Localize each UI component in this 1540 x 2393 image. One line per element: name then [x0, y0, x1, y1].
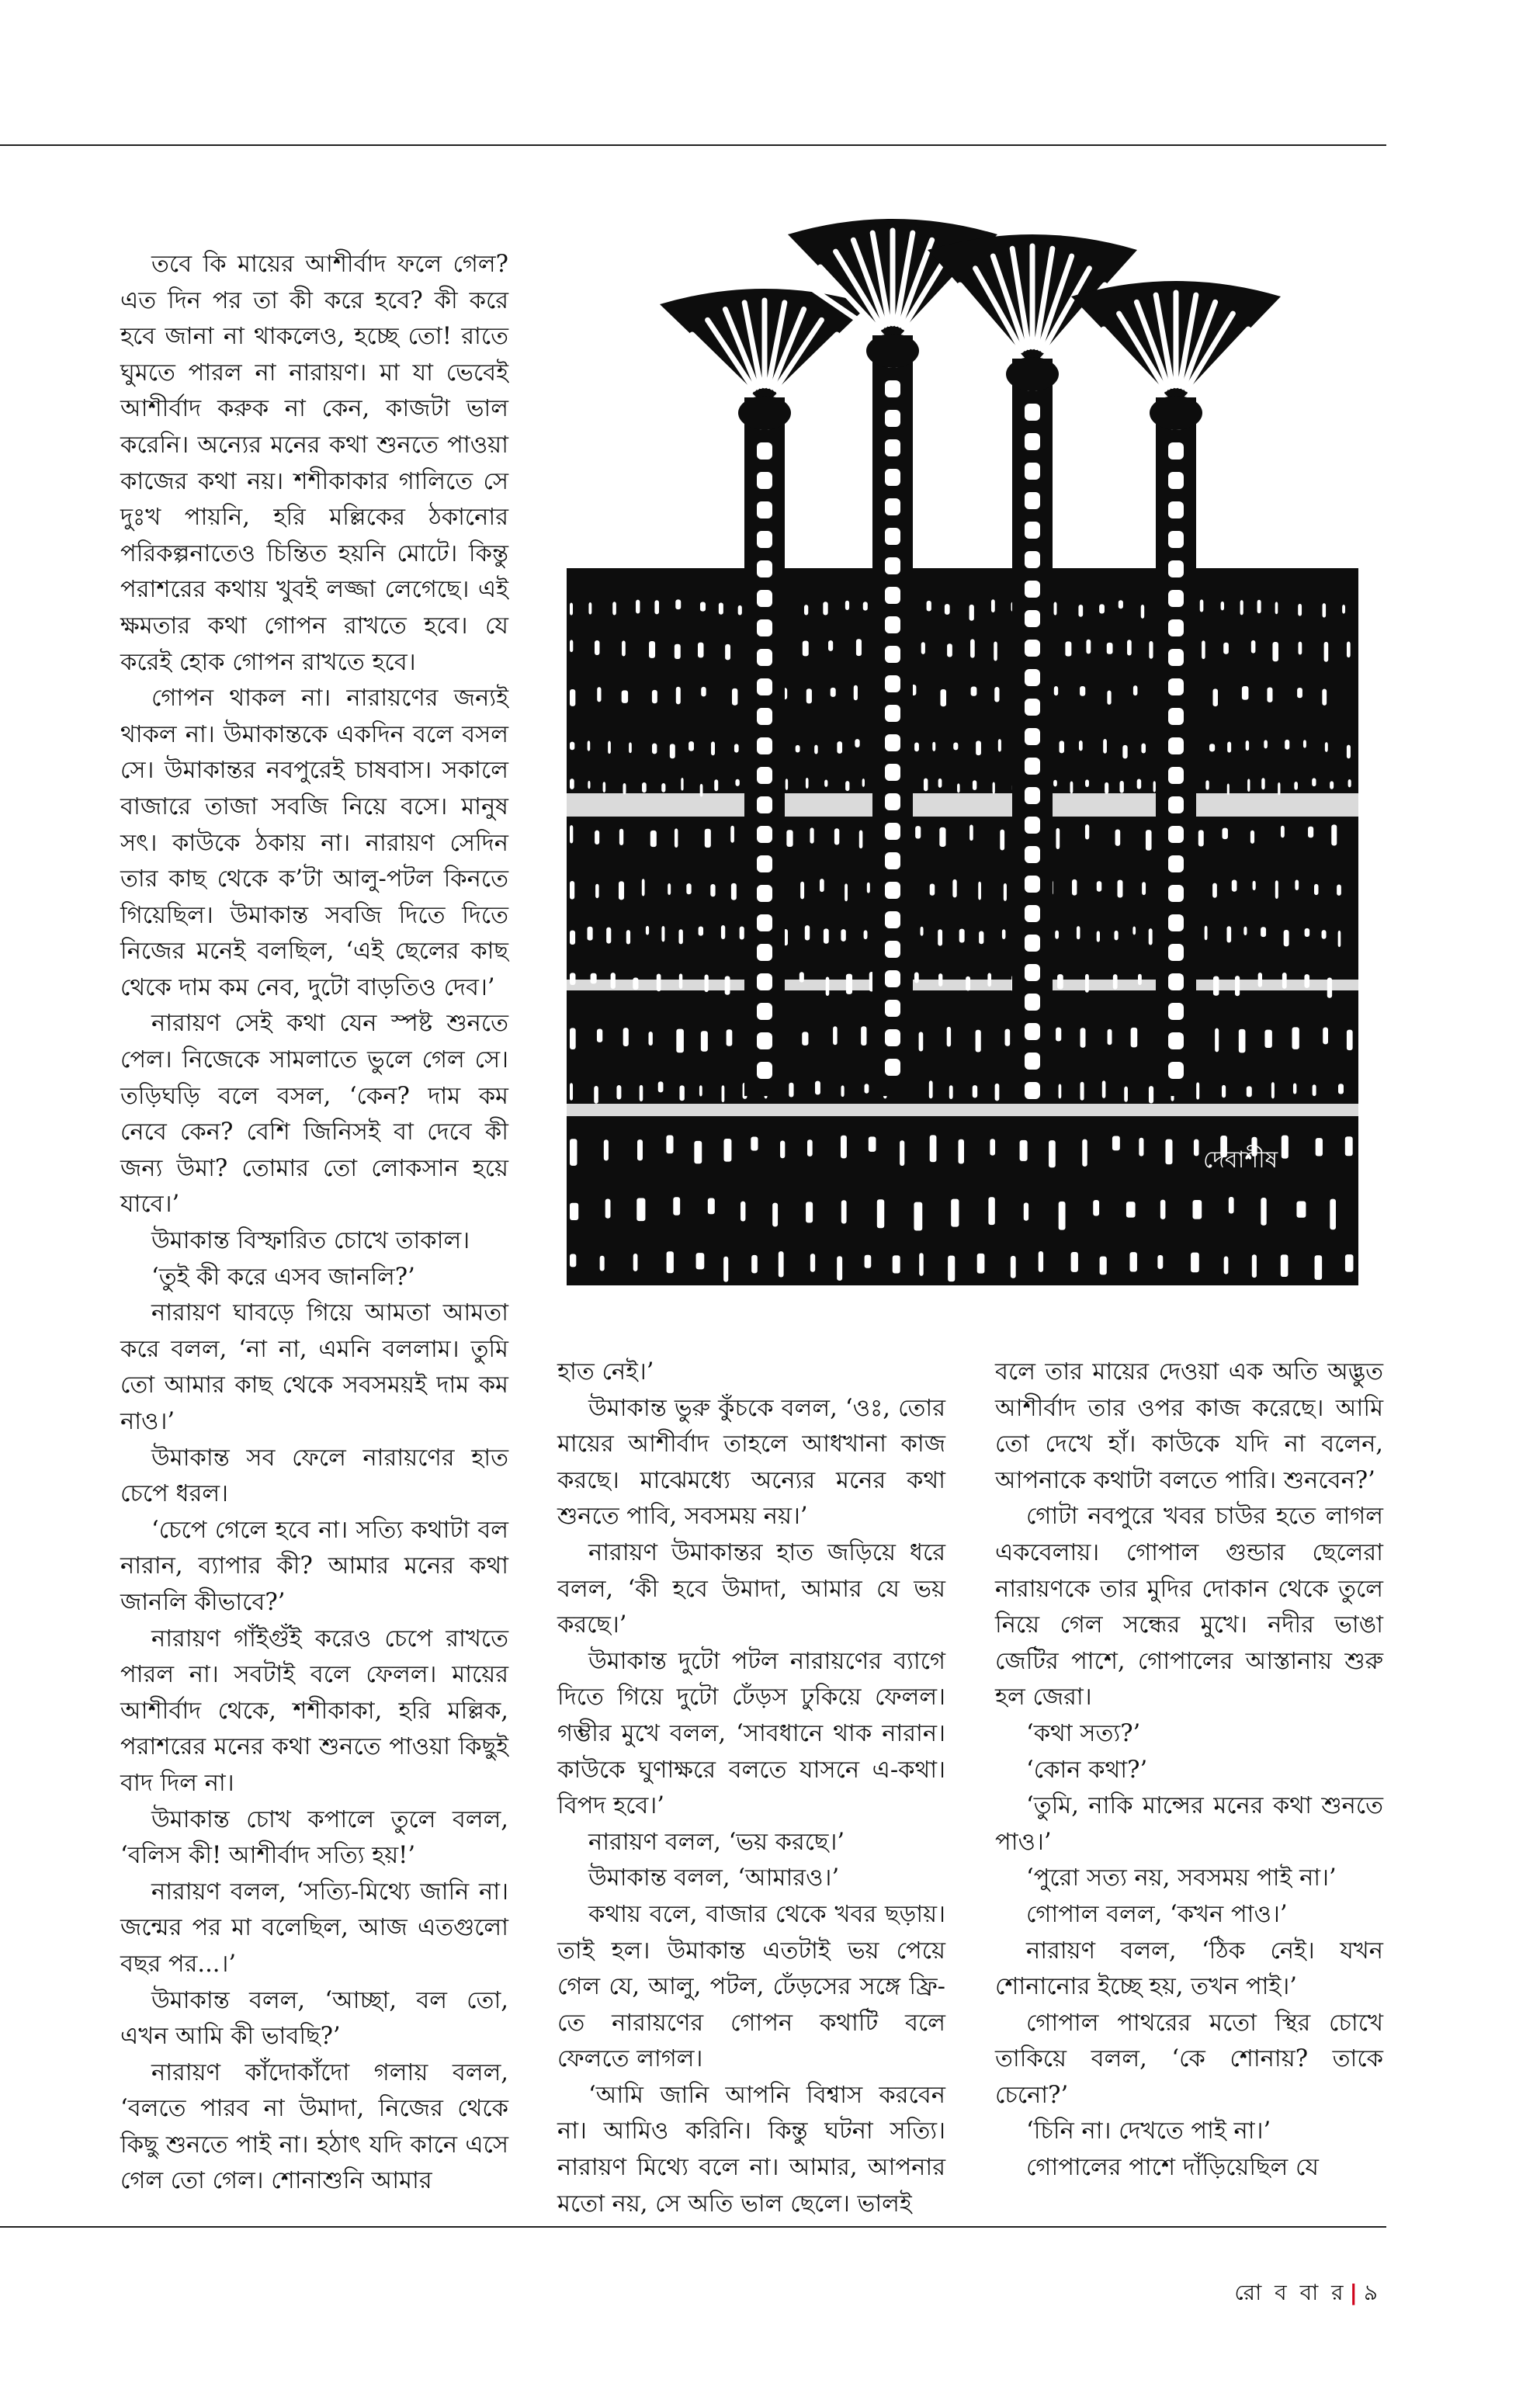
paragraph: নারায়ণ বলল, ‘ভয় করছে।’: [588, 1828, 845, 1856]
paragraph: উমাকান্ত সব ফেলে নারায়ণের হাত চেপে ধরল।: [120, 1444, 508, 1508]
top-rule: [0, 144, 1386, 146]
paragraph: উমাকান্ত ভুরু কুঁচকে বলল, ‘ওঃ, তোর মায়ের আশীর্বাদ তাহলে আধখানা কাজ করছে। মাঝেমধ্যে অন্যের মনের কথা শুনতে পাবি, সবসময় নয়।’: [557, 1394, 945, 1531]
paragraph: নারায়ণ কাঁদোকাঁদো গলায় বলল, ‘বলতে পারব না উমাদা, নিজের থেকে কিছু শুনতে পাই না। হঠাৎ যদি কানে এসে গেল তো গেল। শোনাশুনি আমার: [120, 2058, 508, 2195]
bottom-rule: [0, 2226, 1386, 2228]
paragraph: নারায়ণ ঘাবড়ে গিয়ে আমতা আমতা করে বলল, ‘না না, এমনি বললাম। তুমি তো আমার কাছ থেকে সবসময়ই দাম কম নাও।’: [120, 1299, 508, 1435]
paragraph: উমাকান্ত চোখ কপালে তুলে বলল, ‘বলিস কী! আশীর্বাদ সত্যি হয়!’: [120, 1805, 508, 1870]
paragraph: হাত নেই।’: [557, 1358, 654, 1386]
paragraph: বলে তার মায়ের দেওয়া এক অতি অদ্ভুত আশীর্বাদ তার ওপর কাজ করেছে। আমি তো দেখে হাঁ। কাউকে যদি না বলেন, আপনাকে কথাটা বলতে পারি। শুনবেন?’: [995, 1358, 1383, 1494]
paragraph: ‘পুরো সত্য নয়, সবসময় পাই না।’: [1026, 1864, 1337, 1892]
paragraph: নারায়ণ বলল, ‘সত্যি-মিথ্যে জানি না। জন্মের পর মা বলেছিল, আজ এতগুলো বছর পর...।’: [120, 1878, 508, 1978]
page-number: ৯: [1363, 2280, 1381, 2305]
paragraph: গোপন থাকল না। নারায়ণের জন্যই থাকল না। উমাকান্তকে একদিন বলে বসল সে। উমাকান্তর নবপুরেই চাষবাস। সকালে বাজারে তাজা সবজি নিয়ে বসে। মানুষ সৎ। কাউকে ঠকায় না। নারায়ণ সেদিন তার কাছ থেকে ক’টা আলু-পটল কিনতে গিয়েছিল। উমাকান্ত সবজি দিতে দিতে নিজের মনেই বলছিল, ‘এই ছেলের কাছ থেকে দাম কম নেব, দুটো বাড়তিও দেব।’: [120, 685, 508, 1001]
paragraph: ‘কথা সত্য?’: [1026, 1719, 1141, 1747]
woodcut-illustration: [567, 203, 1358, 1285]
paragraph: নারায়ণ সেই কথা যেন স্পষ্ট শুনতে পেল। নিজেকে সামলাতে ভুলে গেল সে। তড়িঘড়ি বলে বসল, ‘কেন? দাম কম নেবে কেন? বেশি জিনিসই বা দেবে কী জন্য উমা? তোমার তো লোকসান হয়ে যাবে।’: [120, 1010, 508, 1219]
paragraph: উমাকান্ত বিস্ফারিত চোখে তাকাল।: [151, 1227, 470, 1255]
paragraph: ‘আমি জানি আপনি বিশ্বাস করবেন না। আমিও করিনি। কিন্তু ঘটনা সত্যি। নারায়ণ মিথ্যে বলে না। আমার, আপনার মতো নয়, সে অতি ভাল ছেলে। ভালই: [557, 2081, 945, 2218]
paragraph: ‘তুই কী করে এসব জানলি?’: [151, 1263, 415, 1291]
artist-signature: দেবাশীষ: [1203, 1146, 1278, 1174]
paragraph: গোটা নবপুরে খবর চাউর হতে লাগল একবেলায়। গোপাল গুন্ডার ছেলেরা নারায়ণকে তার মুদির দোকান থেকে তুলে নিয়ে গেল সন্ধের মুখে। নদীর ভাঙা জেটির পাশে, গোপালের আস্তানায় শুরু হল জেরা।: [995, 1503, 1383, 1712]
landscape-ground: [567, 568, 1358, 1285]
paragraph: উমাকান্ত দুটো পটল নারায়ণের ব্যাগে দিতে গিয়ে দুটো ঢেঁড়স ঢুকিয়ে ফেলল। গম্ভীর মুখে বলল, ‘সাবধানে থাক নারান। কাউকে ঘুণাক্ষরে বলতে যাসনে এ-কথা। বিপদ হবে।’: [557, 1647, 945, 1820]
paragraph: কথায় বলে, বাজার থেকে খবর ছড়ায়। তাই হল। উমাকান্ত এতটাই ভয় পেয়ে গেল যে, আলু, পটল, ঢেঁড়সের সঙ্গে ফ্রি-তে নারায়ণের গোপন কথাটি বলে ফেলতে লাগল।: [557, 1900, 945, 2073]
story-column-1: [120, 247, 508, 2200]
paragraph: ‘তুমি, নাকি মান্সের মনের কথা শুনতে পাও।’: [995, 1792, 1383, 1856]
paragraph: নারায়ণ গাঁইগুঁই করেও চেপে রাখতে পারল না। সবটাই বলে ফেলল। মায়ের আশীর্বাদ থেকে, শশীকাকা, হরি মল্লিক, পরাশরের মনের কথা শুনতে পাওয়া কিছুই বাদ দিল না।: [120, 1625, 508, 1797]
magazine-name: রো ব বা র: [1234, 2280, 1347, 2305]
paragraph: তবে কি মায়ের আশীর্বাদ ফলে গেল? এত দিন পর তা কী করে হবে? কী করে হবে জানা না থাকলেও, হচ্ছে তো! রাতে ঘুমতে পারল না নারায়ণ। মা যা ভেবেই আশীর্বাদ করুক না কেন, কাজটা ভাল করেনি। অন্যের মনের কথা শুনতে পাওয়া কাজের কথা নয়। শশীকাকার গালিতে সে দুঃখ পায়নি, হরি মল্লিকের ঠকানোর পরিকল্পনাতেও চিন্তিত হয়নি মোটে। কিন্তু পরাশরের কথায় খুবই লজ্জা লেগেছে। এই ক্ষমতার কথা গোপন রাখতে হবে। যে করেই হোক গোপন রাখতে হবে।: [120, 251, 508, 676]
paragraph: ‘চেপে গেলে হবে না। সত্যি কথাটা বল নারান, ব্যাপার কী? আমার মনের কথা জানলি কীভাবে?’: [120, 1516, 508, 1616]
paragraph: গোপালের পাশে দাঁড়িয়েছিল যে: [1026, 2154, 1319, 2182]
palm-trees-landscape-image: [567, 203, 1358, 1285]
paragraph: গোপাল পাথরের মতো স্থির চোখে তাকিয়ে বলল, ‘কে শোনায়? তাকে চেনো?’: [995, 2009, 1383, 2109]
page-footer: [1234, 2276, 1381, 2312]
paragraph: উমাকান্ত বলল, ‘আমারও।’: [588, 1864, 840, 1892]
paragraph: গোপাল বলল, ‘কখন পাও।’: [1026, 1900, 1288, 1928]
story-column-3: [995, 1354, 1383, 2187]
paragraph: ‘চিনি না। দেখতে পাই না।’: [1026, 2117, 1271, 2145]
story-column-2: [557, 1354, 945, 2222]
paragraph: উমাকান্ত বলল, ‘আচ্ছা, বল তো, এখন আমি কী ভাবছি?’: [120, 1986, 508, 2051]
paragraph: ‘কোন কথা?’: [1026, 1756, 1148, 1784]
paragraph: নারায়ণ বলল, ‘ঠিক নেই। যখন শোনানোর ইচ্ছে হয়, তখন পাই।’: [995, 1937, 1383, 2001]
paragraph: নারায়ণ উমাকান্তর হাত জড়িয়ে ধরে বলল, ‘কী হবে উমাদা, আমার যে ভয় করছে।’: [557, 1538, 945, 1639]
footer-separator: |: [1349, 2280, 1361, 2305]
